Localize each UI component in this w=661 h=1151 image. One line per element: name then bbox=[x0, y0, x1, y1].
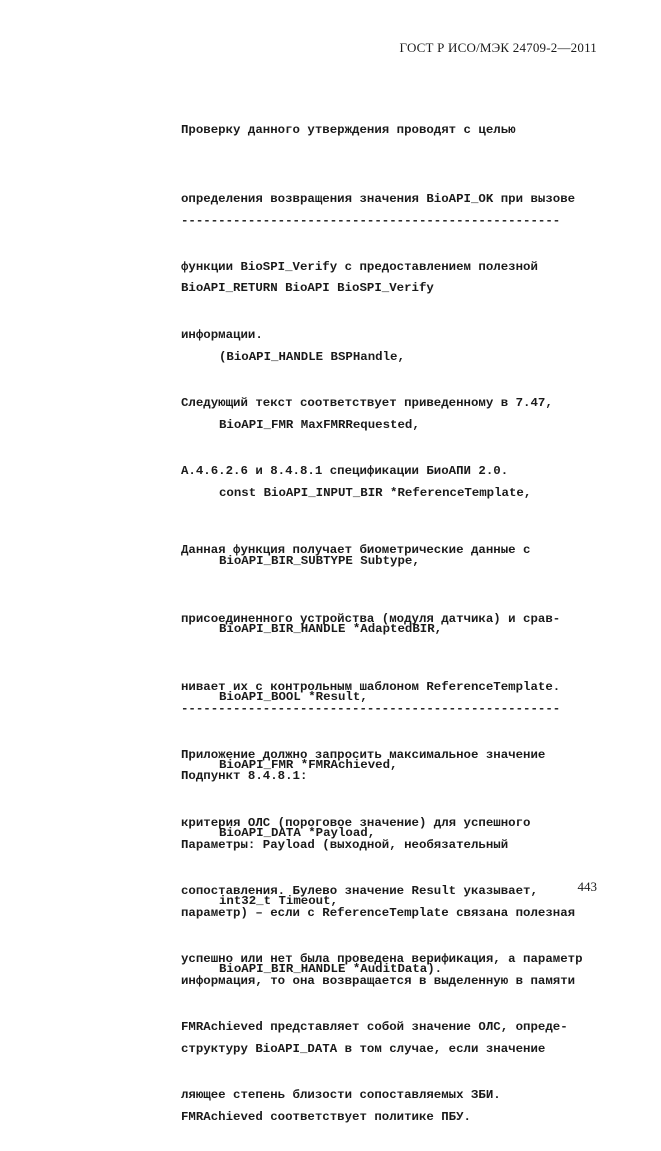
text-line: информации. bbox=[181, 327, 263, 342]
text-line: Данная функция получает биометрические данные с bbox=[181, 543, 531, 558]
code-param: BioAPI_BOOL *Result, bbox=[219, 689, 368, 704]
code-param: BioAPI_FMR MaxFMRRequested, bbox=[219, 417, 420, 432]
text-line: FMRAchieved соответствует политике ПБУ. bbox=[181, 1109, 471, 1124]
page-header: ГОСТ Р ИСО/МЭК 24709-2—2011 bbox=[399, 40, 597, 55]
text-line: FMRAchieved представляет собой значение ОЛС, опреде- bbox=[181, 1020, 568, 1035]
code-param: BioAPI_BIR_HANDLE *AuditData). bbox=[219, 962, 443, 977]
text-line: структуру BioAPI_DATA в том случае, если значение bbox=[181, 1041, 546, 1056]
text-line: информация, то она возвращается в выделенную в памяти bbox=[181, 973, 576, 988]
code-param: BioAPI_BIR_HANDLE *AdaptedBIR, bbox=[219, 621, 443, 636]
text-line: параметр) – если с ReferenceTemplate связана полезная bbox=[181, 905, 576, 920]
code-param: BioAPI_DATA *Payload, bbox=[219, 826, 376, 841]
code-param: BioAPI_BIR_SUBTYPE Subtype, bbox=[219, 553, 420, 568]
text-line: нивает их с контрольным шаблоном ReferenceTemplate. bbox=[181, 679, 561, 694]
text-line: ляющее степень близости сопоставляемых ЗБИ. bbox=[181, 1088, 501, 1103]
page-number: 443 bbox=[577, 879, 597, 894]
text-line: Приложение должно запросить максимальное значение bbox=[181, 747, 546, 762]
code-param: const BioAPI_INPUT_BIR *ReferenceTemplate, bbox=[219, 485, 532, 500]
text-line: успешно или нет была проведена верификация, а параметр bbox=[181, 951, 583, 966]
code-param: (BioAPI_HANDLE BSPHandle, bbox=[219, 349, 405, 364]
separator-line: --------------------------------------------------- bbox=[181, 214, 561, 228]
subclause-paragraph bbox=[181, 720, 575, 1151]
code-param: BioAPI_FMR *FMRAchieved, bbox=[219, 758, 398, 773]
function-signature: BioAPI_RETURN BioAPI BioSPI_Verify bbox=[181, 281, 434, 296]
subclause-title: Подпункт 8.4.8.1: bbox=[181, 769, 308, 784]
separator-line: --------------------------------------------------- bbox=[181, 702, 561, 716]
text-line: А.4.6.2.6 и 8.4.8.1 спецификации БиоАПИ 2.0. bbox=[181, 463, 509, 478]
text-line: Следующий текст соответствует приведенному в 7.47, bbox=[181, 395, 553, 410]
text-line: сопоставления. Булево значение Result указывает, bbox=[181, 883, 538, 898]
text-line: присоединенного устройства (модуля датчика) и срав- bbox=[181, 611, 561, 626]
text-line: критерия ОЛС (пороговое значение) для успешного bbox=[181, 815, 531, 830]
text-line: Параметры: Payload (выходной, необязательный bbox=[181, 837, 509, 852]
code-param: int32_t Timeout, bbox=[219, 894, 338, 909]
text-line: функции BioSPI_Verify с предоставлением полезной bbox=[181, 259, 538, 274]
text-line: определения возвращения значения BioAPI_OK при вызове bbox=[181, 191, 576, 206]
text-line: Проверку данного утверждения проводят с целью bbox=[181, 123, 516, 138]
